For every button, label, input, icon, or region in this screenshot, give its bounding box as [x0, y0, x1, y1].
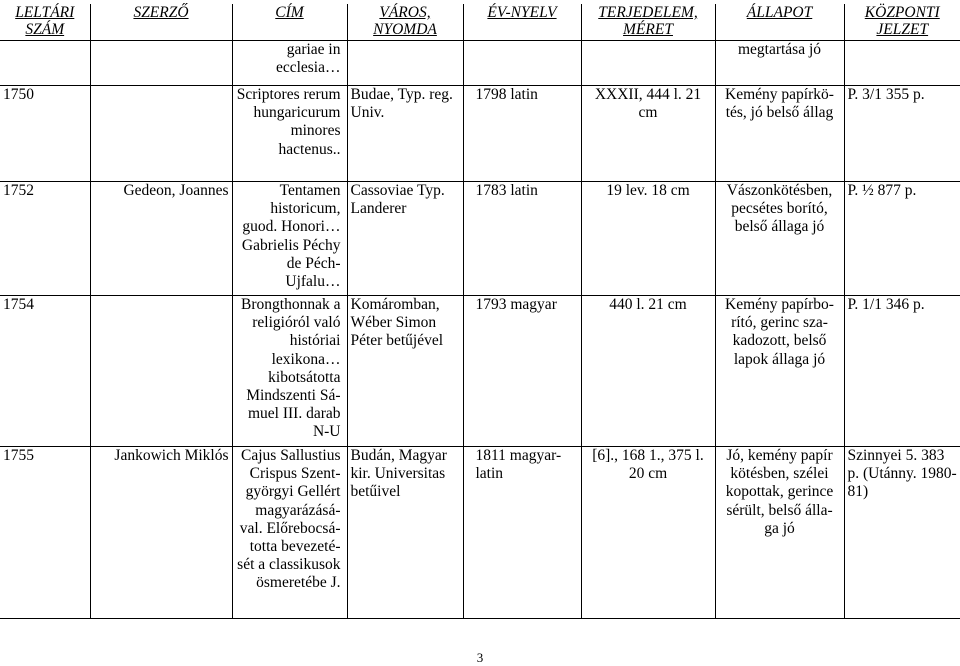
header-varos-nyomda: VÁROS, NYOMDA: [347, 4, 463, 41]
allapot: Kemény papírkö- tés, jó belső állag: [715, 86, 844, 182]
ev-nyelv: 1798 latin: [463, 86, 581, 182]
szerzo: Gedeon, Joannes: [90, 182, 232, 296]
varos-nyomda: Budán, Magyar kir. Universitas betűivel: [347, 447, 463, 619]
kozponti-jelzet: Szinnyei 5. 383 p. (Utánny. 1980- 81): [844, 447, 960, 619]
cim: Scriptores rerum hungaricurum minores hactenus..: [232, 86, 347, 182]
terjedelem: [6]., 168 1., 375 l. 20 cm: [581, 447, 715, 619]
continuation-cim: gariae in ecclesia…: [232, 41, 347, 86]
header-terjedelem: TERJEDELEM, MÉRET: [581, 4, 715, 41]
table-row: [0, 447, 960, 619]
cim: Cajus Sallustius Crispus Szent- györgyi Gellért magyarázásá- val. Előrebocsá- totta bevezeté- sét a classikusok ösmeretébe J.: [232, 447, 347, 619]
kozponti-jelzet: P. 1/1 346 p.: [844, 296, 960, 447]
header-cim: CÍM: [232, 4, 347, 41]
cim: Tentamen historicum, guod. Honori… Gabrielis Péchy de Péch- Ujfalu…: [232, 182, 347, 296]
continuation-row: [0, 41, 960, 86]
table-row: [0, 296, 960, 447]
leltari-szam: 1750: [0, 86, 90, 182]
catalog-table: [0, 4, 960, 619]
header-row: [0, 4, 960, 41]
varos-nyomda: Budae, Typ. reg. Univ.: [347, 86, 463, 182]
continuation-allapot: megtartása jó: [715, 41, 844, 86]
szerzo: Jankowich Miklós: [90, 447, 232, 619]
header-leltari-szam: LELTÁRI SZÁM: [0, 4, 90, 41]
ev-nyelv: 1793 magyar: [463, 296, 581, 447]
kozponti-jelzet: P. ½ 877 p.: [844, 182, 960, 296]
szerzo: [90, 296, 232, 447]
header-allapot: ÁLLAPOT: [715, 4, 844, 41]
header-ev-nyelv: ÉV-NYELV: [463, 4, 581, 41]
allapot: Kemény papírbo- rító, gerinc sza- kadozott, belső lapok állaga jó: [715, 296, 844, 447]
header-kozponti-jelzet: KÖZPONTI JELZET: [844, 4, 960, 41]
leltari-szam: 1752: [0, 182, 90, 296]
leltari-szam: 1755: [0, 447, 90, 619]
header-szerzo: SZERZŐ: [90, 4, 232, 41]
terjedelem: 440 l. 21 cm: [581, 296, 715, 447]
allapot: Vászonkötésben, pecsétes borító, belső állaga jó: [715, 182, 844, 296]
ev-nyelv: 1811 magyar-latin: [463, 447, 581, 619]
terjedelem: 19 lev. 18 cm: [581, 182, 715, 296]
cim: Brongthonnak a religióról való históriai lexikona… kibotsátotta Mindszenti Sá- muel III. darab N-U: [232, 296, 347, 447]
table-row: [0, 86, 960, 182]
leltari-szam: 1754: [0, 296, 90, 447]
szerzo: [90, 86, 232, 182]
varos-nyomda: Cassoviae Typ. Landerer: [347, 182, 463, 296]
terjedelem: XXXII, 444 l. 21 cm: [581, 86, 715, 182]
table-row: [0, 182, 960, 296]
ev-nyelv: 1783 latin: [463, 182, 581, 296]
page-number: 3: [476, 650, 484, 665]
varos-nyomda: Komáromban, Wéber Simon Péter betűjével: [347, 296, 463, 447]
kozponti-jelzet: P. 3/1 355 p.: [844, 86, 960, 182]
allapot: Jó, kemény papír kötésben, szélei kopottak, gerince sérült, belső álla- ga jó: [715, 447, 844, 619]
